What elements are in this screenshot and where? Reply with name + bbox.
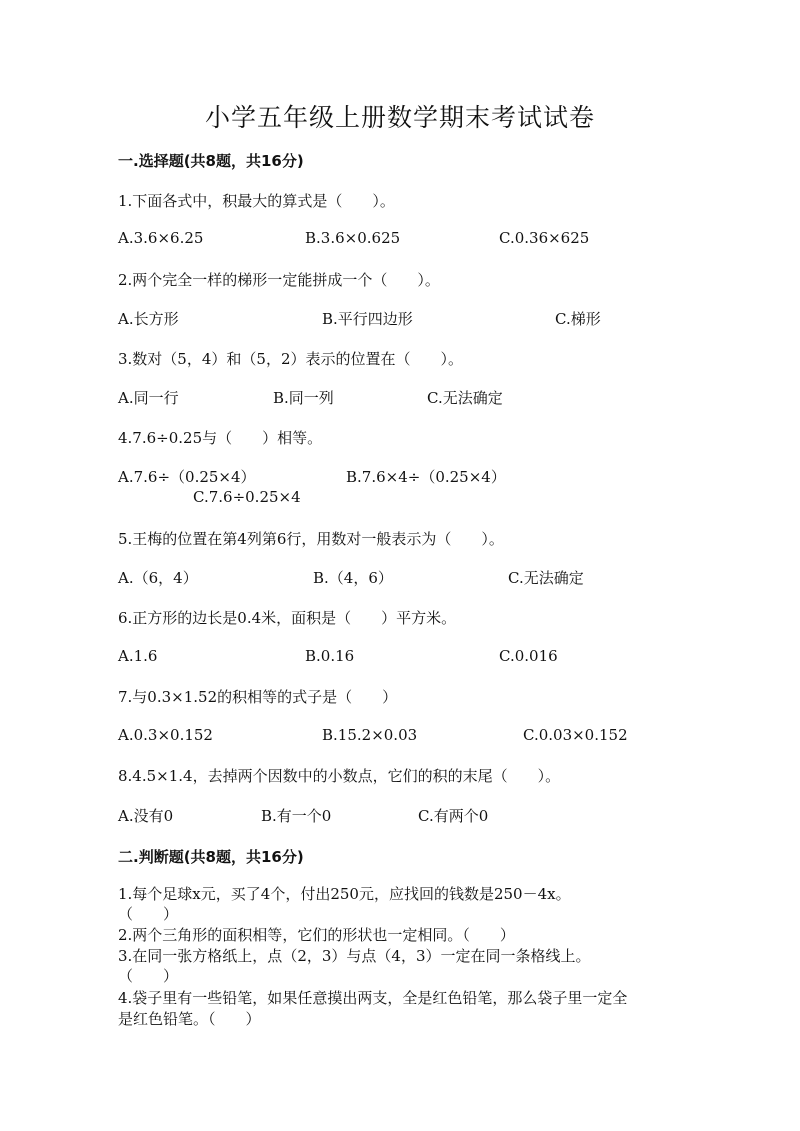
option-5a: A.（6，4） — [118, 569, 198, 587]
option-8b: B.有一个0 — [261, 807, 332, 825]
judgment-line-6: 4.袋子里有一些铅笔，如果任意摸出两支，全是红色铅笔，那么袋子里一定全 — [118, 989, 628, 1007]
option-8c: C.有两个0 — [418, 807, 489, 825]
judgment-line-3: 2.两个三角形的面积相等，它们的形状也一定相同。（ ） — [118, 926, 515, 944]
question-2: 2.两个完全一样的梯形一定能拼成一个（ ）。 — [118, 271, 440, 289]
option-1a: A.3.6×6.25 — [118, 229, 204, 247]
option-7c: C.0.03×0.152 — [523, 726, 628, 744]
question-4: 4.7.6÷0.25与（ ）相等。 — [118, 429, 323, 447]
option-7a: A.0.3×0.152 — [118, 726, 213, 744]
option-6c: C.0.016 — [499, 647, 558, 665]
judgment-line-2: （ ） — [118, 905, 179, 923]
option-5b: B.（4，6） — [313, 569, 393, 587]
option-1c: C.0.36×625 — [499, 229, 590, 247]
option-3b: B.同一列 — [273, 389, 334, 407]
option-2c: C.梯形 — [555, 310, 601, 328]
judgment-line-5: （ ） — [118, 967, 179, 985]
option-2b: B.平行四边形 — [322, 310, 413, 328]
question-6: 6.正方形的边长是0.4米，面积是（ ）平方米。 — [118, 609, 457, 627]
option-7b: B.15.2×0.03 — [322, 726, 418, 744]
option-1b: B.3.6×0.625 — [305, 229, 401, 247]
section-heading-judgment: 二.判断题(共8题，共16分) — [118, 848, 304, 866]
judgment-line-4: 3.在同一张方格纸上，点（2，3）与点（4，3）一定在同一条格线上。 — [118, 947, 591, 965]
option-6a: A.1.6 — [118, 647, 158, 665]
judgment-line-7: 是红色铅笔。（ ） — [118, 1010, 261, 1028]
question-5: 5.王梅的位置在第4列第6行，用数对一般表示为（ ）。 — [118, 530, 504, 548]
option-3c: C.无法确定 — [427, 389, 503, 407]
option-4a: A.7.6÷（0.25×4） — [118, 468, 256, 486]
judgment-line-1: 1.每个足球x元，买了4个，付出250元，应找回的钱数是250－4x。 — [118, 885, 571, 903]
option-4c: C.7.6÷0.25×4 — [193, 488, 301, 506]
option-2a: A.长方形 — [118, 310, 179, 328]
option-3a: A.同一行 — [118, 389, 179, 407]
page-title: 小学五年级上册数学期末考试试卷 — [204, 103, 595, 132]
question-8: 8.4.5×1.4，去掉两个因数中的小数点，它们的积的末尾（ ）。 — [118, 767, 561, 785]
question-3: 3.数对（5，4）和（5，2）表示的位置在（ ）。 — [118, 350, 463, 368]
section-heading-choice: 一.选择题(共8题，共16分) — [118, 152, 304, 170]
option-5c: C.无法确定 — [508, 569, 584, 587]
option-6b: B.0.16 — [305, 647, 355, 665]
option-4b: B.7.6×4÷（0.25×4） — [346, 468, 506, 486]
question-1: 1.下面各式中，积最大的算式是（ ）。 — [118, 192, 395, 210]
option-8a: A.没有0 — [118, 807, 174, 825]
question-7: 7.与0.3×1.52的积相等的式子是（ ） — [118, 688, 398, 706]
